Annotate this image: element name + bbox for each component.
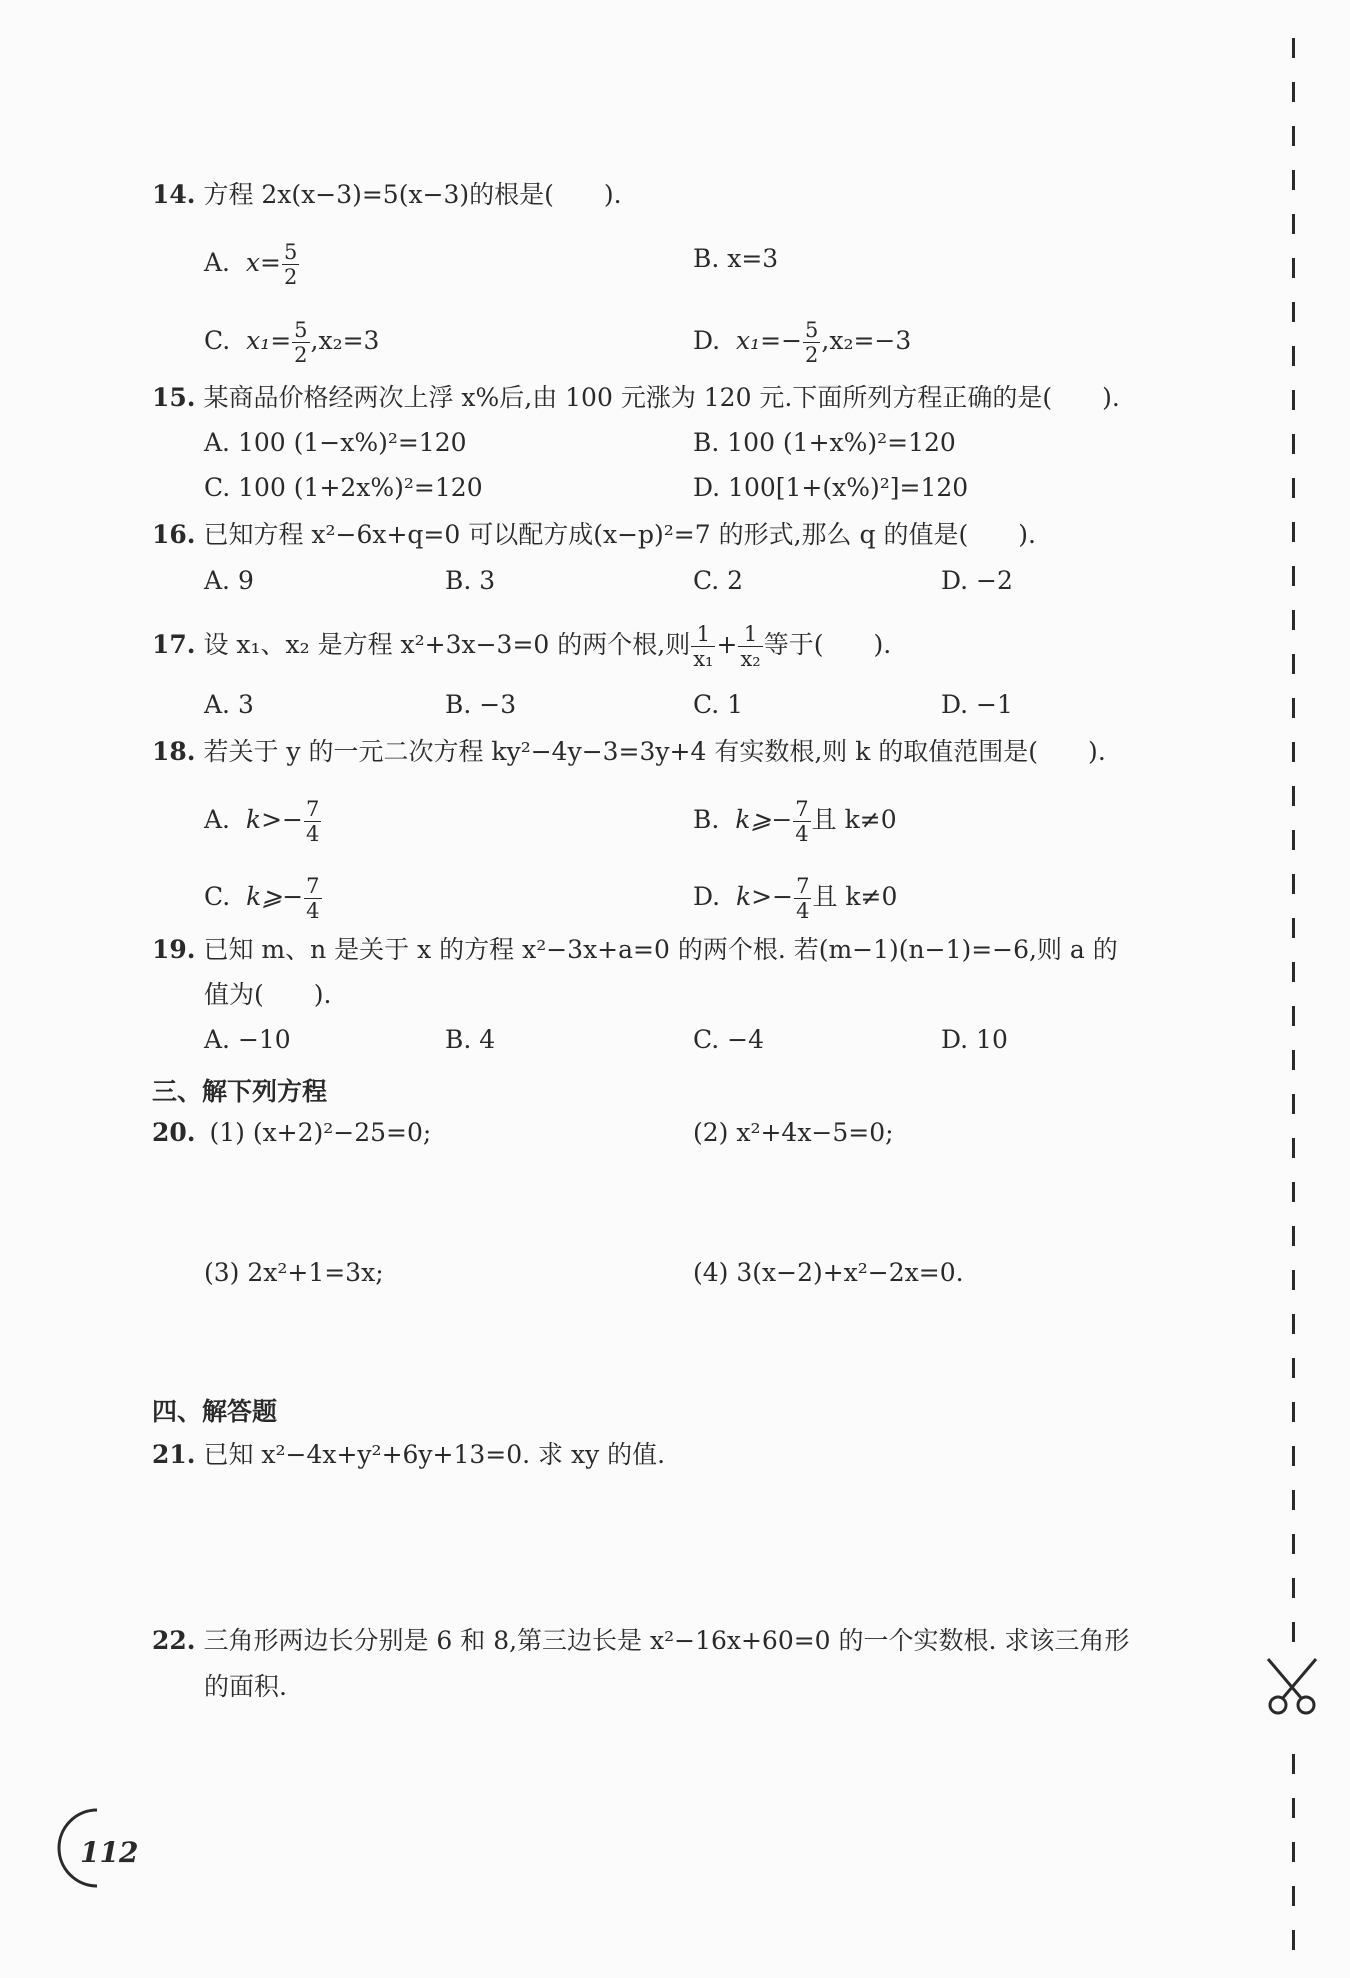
question-number: 14.: [152, 180, 196, 209]
cut-dash: [1292, 610, 1295, 630]
cut-dash: [1292, 522, 1295, 542]
option-a: A. −10: [204, 1025, 291, 1054]
cut-dash: [1292, 1930, 1295, 1950]
fraction: [304, 874, 321, 923]
option-text: k⩾−: [735, 805, 793, 834]
option-c: C. 100 (1+2x%)²=120: [204, 473, 483, 502]
cut-dash: [1292, 742, 1295, 762]
option-text: x₁=−: [736, 326, 803, 355]
cut-dash: [1292, 1534, 1295, 1554]
option-c: C. 1: [693, 690, 744, 719]
frac-den: 2: [283, 265, 298, 289]
option-text: ,x₂=−3: [821, 326, 912, 355]
option-text: ,x₂=3: [310, 326, 380, 355]
option-text: x₁=: [246, 326, 292, 355]
question-number: 15.: [152, 383, 196, 412]
cut-dash: [1292, 654, 1295, 674]
cut-dash: [1292, 478, 1295, 498]
fraction: [691, 622, 715, 671]
frac-num: 7: [305, 797, 320, 821]
option-label: D.: [693, 882, 721, 911]
frac-num: 1: [738, 622, 762, 647]
cut-dash: [1292, 1446, 1295, 1466]
cut-dash: [1292, 1402, 1295, 1422]
question-number: 22.: [152, 1626, 196, 1655]
option-d: D. −1: [941, 690, 1013, 719]
page-number: 112: [80, 1836, 139, 1869]
cut-dash: [1292, 434, 1295, 454]
fraction: [738, 622, 762, 671]
frac-den: 4: [306, 899, 320, 923]
cut-dash: [1292, 1270, 1295, 1290]
option-a: A. 9: [204, 566, 254, 595]
option-text: 且 k≠0: [812, 882, 898, 911]
frac-num: 7: [796, 874, 810, 898]
option-d: D. −2: [941, 566, 1013, 595]
fraction: [292, 318, 309, 367]
frac-num: 5: [294, 318, 308, 342]
option-a: [204, 797, 322, 846]
cut-dash: [1292, 1754, 1295, 1774]
cut-dash: [1292, 214, 1295, 234]
option-d: [693, 874, 897, 923]
cut-dash: [1292, 390, 1295, 410]
cut-dash: [1292, 698, 1295, 718]
option-b: B. 4: [445, 1025, 496, 1054]
cut-dash: [1292, 786, 1295, 806]
frac-den: x₁: [693, 647, 714, 671]
cut-dash: [1292, 1490, 1295, 1510]
option-b: [693, 797, 897, 846]
frac-num: 5: [283, 240, 298, 264]
option-d: D. 100[1+(x%)²]=120: [693, 473, 969, 502]
cut-dash: [1292, 170, 1295, 190]
question-14: [152, 180, 622, 210]
cut-dash: [1292, 1006, 1295, 1026]
question-number: 17.: [152, 630, 196, 659]
cut-dash: [1292, 82, 1295, 102]
cut-dash: [1292, 874, 1295, 894]
question-stem: 某商品价格经两次上浮 x%后,由 100 元涨为 120 元.下面所列方程正确的是( ).: [203, 383, 1120, 412]
operator: +: [716, 630, 738, 659]
frac-den: 4: [795, 822, 809, 846]
question-stem: 已知 m、n 是关于 x 的方程 x²−3x+a=0 的两个根. 若(m−1)(n−1)=−6,则 a 的: [203, 935, 1118, 964]
question-number: 19.: [152, 935, 196, 964]
question-number: 21.: [152, 1440, 196, 1469]
option-b: B. 100 (1+x%)²=120: [693, 428, 956, 457]
cut-dash: [1292, 918, 1295, 938]
question-15: [152, 383, 1120, 413]
question-stem-cont: 值为( ).: [204, 980, 332, 1009]
option-d: [693, 318, 911, 367]
option-b: B. 3: [445, 566, 496, 595]
question-21: [152, 1440, 665, 1470]
question-number: 18.: [152, 737, 196, 766]
sub-question: (2) x²+4x−5=0;: [693, 1118, 894, 1147]
option-b: B. −3: [445, 690, 517, 719]
question-17: [152, 622, 891, 671]
cut-dash: [1292, 1622, 1295, 1642]
cut-dash: [1292, 566, 1295, 586]
fraction: [793, 797, 810, 846]
fraction: [304, 797, 321, 846]
cut-dash: [1292, 346, 1295, 366]
cut-dash: [1292, 1886, 1295, 1906]
frac-den: 4: [796, 899, 810, 923]
question-stem: 三角形两边长分别是 6 和 8,第三边长是 x²−16x+60=0 的一个实数根. 求该三角形: [203, 1626, 1130, 1655]
option-text: x=: [245, 248, 281, 277]
question-20: [152, 1118, 431, 1148]
section-heading: 四、解答题: [152, 1397, 278, 1426]
frac-den: 4: [305, 822, 320, 846]
question-16: [152, 520, 1036, 550]
option-c: [204, 318, 379, 367]
cut-dash: [1292, 1314, 1295, 1334]
sub-question: (4) 3(x−2)+x²−2x=0.: [693, 1258, 964, 1287]
section-heading: 三、解下列方程: [152, 1077, 328, 1106]
frac-num: 5: [805, 318, 819, 342]
cut-dash: [1292, 1226, 1295, 1246]
fraction: [794, 874, 811, 923]
question-stem: 方程 2x(x−3)=5(x−3)的根是( ).: [203, 180, 622, 209]
scissors-icon: [1262, 1655, 1322, 1717]
cut-dash: [1292, 1358, 1295, 1378]
option-text: k>−: [736, 882, 794, 911]
question-stem: 已知方程 x²−6x+q=0 可以配方成(x−p)²=7 的形式,那么 q 的值是( ).: [203, 520, 1036, 549]
option-text: k>−: [245, 805, 303, 834]
option-c: C. −4: [693, 1025, 764, 1054]
question-stem-cont: 的面积.: [204, 1672, 287, 1701]
option-label: A.: [204, 805, 231, 834]
fraction: [803, 318, 820, 367]
option-c: [204, 874, 323, 923]
question-stem: 若关于 y 的一元二次方程 ky²−4y−3=3y+4 有实数根,则 k 的取值范围是( ).: [203, 737, 1106, 766]
option-a: A. 3: [204, 690, 254, 719]
frac-den: 2: [294, 343, 308, 367]
option-d: D. 10: [941, 1025, 1008, 1054]
cut-dash: [1292, 962, 1295, 982]
option-label: C.: [204, 326, 231, 355]
question-stem: 已知 x²−4x+y²+6y+13=0. 求 xy 的值.: [203, 1440, 666, 1469]
cut-dash: [1292, 1182, 1295, 1202]
frac-den: 2: [805, 343, 819, 367]
question-18: [152, 737, 1106, 767]
frac-den: x₂: [740, 647, 761, 671]
frac-num: 7: [306, 874, 320, 898]
option-label: B.: [693, 805, 720, 834]
option-label: D.: [693, 326, 721, 355]
cut-dash: [1292, 1798, 1295, 1818]
cut-dash: [1292, 38, 1295, 58]
cut-dash: [1292, 1094, 1295, 1114]
cut-dash: [1292, 830, 1295, 850]
cut-dash: [1292, 1578, 1295, 1598]
cut-dash: [1292, 126, 1295, 146]
fraction: [282, 240, 299, 289]
option-c: C. 2: [693, 566, 744, 595]
question-number: 20.: [152, 1118, 196, 1147]
option-text: k⩾−: [246, 882, 304, 911]
option-label: A.: [204, 248, 231, 277]
frac-num: 1: [691, 622, 715, 647]
question-22: [152, 1626, 1129, 1656]
question-number: 16.: [152, 520, 196, 549]
option-text: 且 k≠0: [811, 805, 897, 834]
cut-dash: [1292, 302, 1295, 322]
option-label: C.: [204, 882, 231, 911]
frac-num: 7: [795, 797, 809, 821]
question-19: [152, 935, 1118, 965]
cut-dash: [1292, 1138, 1295, 1158]
option-a: A. 100 (1−x%)²=120: [204, 428, 467, 457]
option-b: B. x=3: [693, 244, 779, 273]
sub-question: (1) (x+2)²−25=0;: [209, 1118, 432, 1147]
cut-dash: [1292, 1050, 1295, 1070]
cut-dash: [1292, 1842, 1295, 1862]
option-a: [204, 240, 300, 289]
cut-dash: [1292, 258, 1295, 278]
question-stem: 等于( ).: [763, 630, 892, 659]
question-stem: 设 x₁、x₂ 是方程 x²+3x−3=0 的两个根,则: [203, 630, 691, 659]
sub-question: (3) 2x²+1=3x;: [204, 1258, 384, 1287]
